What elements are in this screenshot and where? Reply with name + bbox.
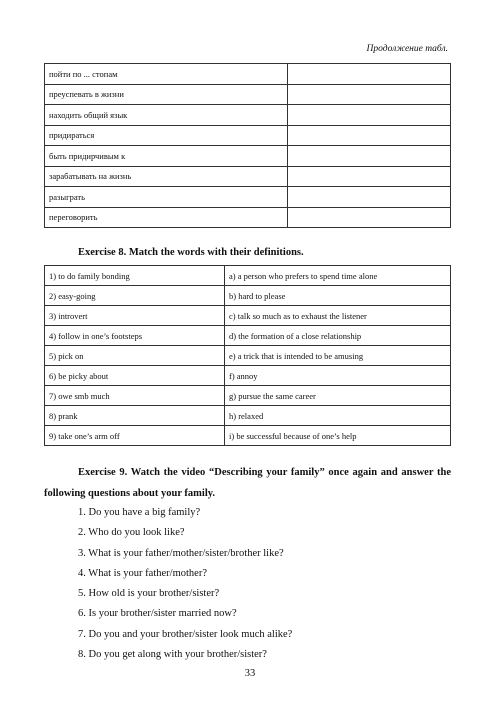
question-item: 6. Is your brother/sister married now?	[78, 608, 237, 620]
word-cell: 1) to do family bonding	[45, 266, 225, 286]
translation-blank-cell	[288, 64, 451, 85]
word-cell: 6) be picky about	[45, 366, 225, 386]
translation-blank-cell	[288, 166, 451, 187]
matching-table	[44, 265, 451, 446]
exercise-9-heading: Exercise 9. Watch the video “Describing your family” once again and answer the following questions about your family.	[44, 467, 451, 499]
page-number: 33	[244, 668, 256, 679]
definition-cell: a) a person who prefers to spend time alone	[225, 266, 451, 286]
word-cell: 2) easy-going	[45, 286, 225, 306]
translation-blank-cell	[288, 125, 451, 146]
translation-blank-cell	[288, 187, 451, 208]
questions-list	[78, 504, 292, 666]
definition-cell: h) relaxed	[225, 406, 451, 426]
definition-cell: c) talk so much as to exhaust the listener	[225, 306, 451, 326]
table-row	[45, 84, 451, 105]
table-row	[45, 207, 451, 228]
definition-cell: e) a trick that is intended to be amusing	[225, 346, 451, 366]
definition-cell: f) annoy	[225, 366, 451, 386]
definition-cell: d) the formation of a close relationship	[225, 326, 451, 346]
word-cell: 4) follow in one’s footsteps	[45, 326, 225, 346]
table-row	[45, 306, 451, 326]
table-row	[45, 125, 451, 146]
question-item: 2. Who do you look like?	[78, 527, 185, 539]
russian-phrase-cell: придираться	[45, 125, 288, 146]
russian-phrase-cell: преуспевать в жизни	[45, 84, 288, 105]
table-row	[45, 346, 451, 366]
russian-phrase-cell: разыграть	[45, 187, 288, 208]
table-row	[45, 426, 451, 446]
russian-phrase-cell: зарабатывать на жизнь	[45, 166, 288, 187]
table-row	[45, 266, 451, 286]
translation-blank-cell	[288, 105, 451, 126]
table-row	[45, 146, 451, 167]
question-item: 4. What is your father/mother?	[78, 567, 207, 579]
russian-phrase-cell: быть придирчивым к	[45, 146, 288, 167]
table-row	[45, 166, 451, 187]
table-row	[45, 386, 451, 406]
translation-blank-cell	[288, 84, 451, 105]
russian-phrase-cell: пойти по ... стопам	[45, 64, 288, 85]
word-cell: 9) take one’s arm off	[45, 426, 225, 446]
word-cell: 5) pick on	[45, 346, 225, 366]
table-continuation-label: Продолжение табл.	[366, 44, 448, 54]
translation-blank-cell	[288, 146, 451, 167]
table-row	[45, 406, 451, 426]
word-cell: 7) owe smb much	[45, 386, 225, 406]
table-row	[45, 187, 451, 208]
table-row	[45, 366, 451, 386]
table-row	[45, 64, 451, 85]
word-cell: 3) introvert	[45, 306, 225, 326]
exercise-8-heading: Exercise 8. Match the words with their definitions.	[78, 247, 304, 258]
russian-phrase-cell: переговорить	[45, 207, 288, 228]
question-item: 3. What is your father/mother/sister/brother like?	[78, 547, 284, 559]
question-item: 8. Do you get along with your brother/sister?	[78, 649, 267, 661]
table-row	[45, 286, 451, 306]
question-item: 5. How old is your brother/sister?	[78, 588, 220, 600]
table-row	[45, 105, 451, 126]
translation-blank-cell	[288, 207, 451, 228]
definition-cell: b) hard to please	[225, 286, 451, 306]
table-row	[45, 326, 451, 346]
vocabulary-table	[44, 63, 451, 228]
definition-cell: i) be successful because of one’s help	[225, 426, 451, 446]
word-cell: 8) prank	[45, 406, 225, 426]
question-item: 1. Do you have a big family?	[78, 507, 201, 518]
russian-phrase-cell: находить общий язык	[45, 105, 288, 126]
definition-cell: g) pursue the same career	[225, 386, 451, 406]
question-item: 7. Do you and your brother/sister look much alike?	[78, 628, 293, 640]
